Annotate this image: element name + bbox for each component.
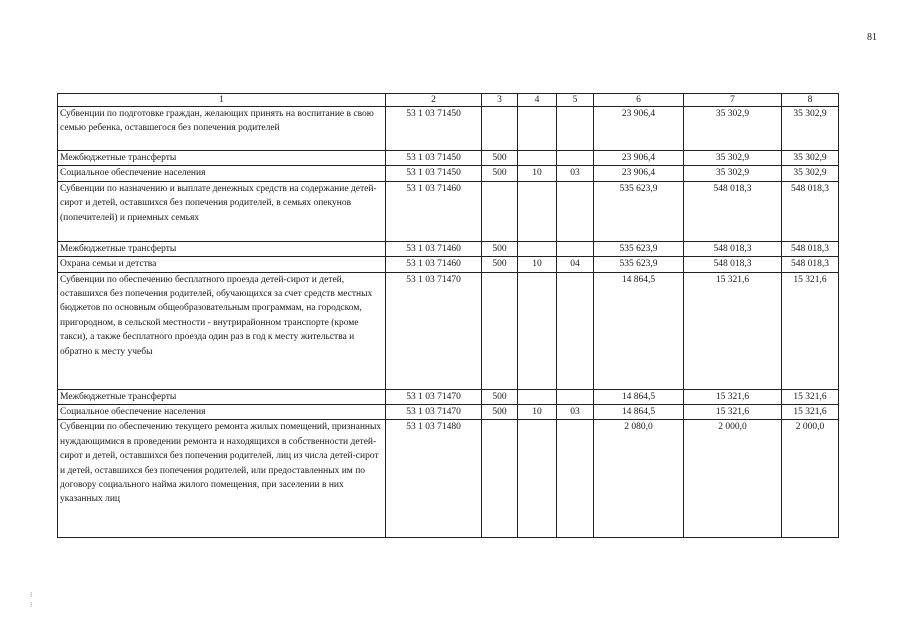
row-name: Социальное обеспечение населения: [58, 166, 386, 181]
row-value-6: 23 906,4: [594, 107, 684, 151]
row-vr: 500: [482, 151, 518, 166]
page-number: 81: [867, 32, 877, 43]
row-code: 53 1 03 71480: [386, 420, 482, 538]
table-row: [58, 181, 839, 241]
row-pr: 03: [557, 166, 594, 181]
row-name: Субвенции по назначению и выплате денежных средств на содержание детей-сирот и детей, оставшихся без попечения родителей, в семьях опекунов (попечителей) и приемных семьях: [58, 181, 386, 241]
row-code: 53 1 03 71460: [386, 241, 482, 256]
row-name: Межбюджетные трансферты: [58, 389, 386, 404]
row-rz: [518, 181, 557, 241]
header-cell: 5: [557, 94, 594, 107]
row-name: Социальное обеспечение населения: [58, 405, 386, 420]
header-cell: 4: [518, 94, 557, 107]
row-value-7: 2 000,0: [684, 420, 782, 538]
table-row: [58, 257, 839, 272]
row-rz: [518, 389, 557, 404]
header-cell: 6: [594, 94, 684, 107]
row-code: 53 1 03 71450: [386, 166, 482, 181]
row-code: 53 1 03 71470: [386, 405, 482, 420]
row-value-8: 548 018,3: [782, 241, 839, 256]
row-pr: [557, 151, 594, 166]
row-value-8: 15 321,6: [782, 405, 839, 420]
scan-margin-marks: [30, 590, 50, 610]
row-rz: 10: [518, 257, 557, 272]
table-row: [58, 420, 839, 538]
row-name: Субвенции по обеспечению текущего ремонта жилых помещений, признанных нуждающимися в проведении ремонта и находящихся в собственности детей-сирот и детей, оставшихся без попечения родителей, лиц из числа детей-сирот и детей, оставшихся без попечения родителей, или предоставленных им по договору социального найма жилого помещения, при заселении в них указанных лиц: [58, 420, 386, 538]
row-vr: [482, 420, 518, 538]
row-value-6: 14 864,5: [594, 405, 684, 420]
row-pr: [557, 241, 594, 256]
table-row: [58, 241, 839, 256]
row-vr: [482, 107, 518, 151]
scan-mark: ⁝: [30, 591, 33, 599]
row-pr: [557, 272, 594, 389]
row-vr: 500: [482, 389, 518, 404]
row-pr: [557, 181, 594, 241]
row-name: Субвенции по подготовке граждан, желающих принять на воспитание в свою семью ребенка, оставшегося без попечения родителей: [58, 107, 386, 151]
row-value-7: 15 321,6: [684, 272, 782, 389]
row-code: 53 1 03 71450: [386, 107, 482, 151]
row-name: Субвенции по обеспечению бесплатного проезда детей-сирот и детей, оставшихся без попечения родителей, обучающихся за счет средств местных бюджетов по основным общеобразовательным программам, на городском, пригородном, в сельской местности - внутрирайонном транспорте (кроме такси), а также бесплатного проезда один раз в год к месту жительства и обратно к месту учебы: [58, 272, 386, 389]
row-vr: 500: [482, 241, 518, 256]
row-pr: 03: [557, 405, 594, 420]
row-value-6: 535 623,9: [594, 257, 684, 272]
row-name: Межбюджетные трансферты: [58, 241, 386, 256]
row-name: Охрана семьи и детства: [58, 257, 386, 272]
row-pr: [557, 389, 594, 404]
row-code: 53 1 03 71450: [386, 151, 482, 166]
row-value-8: 35 302,9: [782, 166, 839, 181]
row-value-7: 15 321,6: [684, 389, 782, 404]
scan-mark: ⁝: [30, 601, 33, 609]
row-value-8: 548 018,3: [782, 257, 839, 272]
header-cell: 1: [58, 94, 386, 107]
table-row: [58, 272, 839, 389]
row-vr: 500: [482, 257, 518, 272]
row-value-6: 535 623,9: [594, 181, 684, 241]
row-value-6: 14 864,5: [594, 272, 684, 389]
row-value-8: 15 321,6: [782, 272, 839, 389]
row-value-7: 548 018,3: [684, 241, 782, 256]
row-rz: [518, 241, 557, 256]
row-value-6: 535 623,9: [594, 241, 684, 256]
row-rz: [518, 151, 557, 166]
row-code: 53 1 03 71470: [386, 272, 482, 389]
row-value-6: 23 906,4: [594, 166, 684, 181]
table-row: [58, 151, 839, 166]
row-value-6: 14 864,5: [594, 389, 684, 404]
row-pr: [557, 420, 594, 538]
row-code: 53 1 03 71460: [386, 257, 482, 272]
row-value-7: 15 321,6: [684, 405, 782, 420]
row-value-8: 35 302,9: [782, 151, 839, 166]
table-row: [58, 405, 839, 420]
header-cell: 8: [782, 94, 839, 107]
header-cell: 7: [684, 94, 782, 107]
row-value-7: 35 302,9: [684, 151, 782, 166]
row-value-7: 548 018,3: [684, 181, 782, 241]
row-value-6: 23 906,4: [594, 151, 684, 166]
row-vr: 500: [482, 405, 518, 420]
header-row: [58, 94, 839, 107]
row-vr: [482, 272, 518, 389]
row-value-7: 548 018,3: [684, 257, 782, 272]
row-value-8: 2 000,0: [782, 420, 839, 538]
row-value-6: 2 080,0: [594, 420, 684, 538]
row-pr: [557, 107, 594, 151]
budget-table: [57, 93, 839, 538]
table-row: [58, 107, 839, 151]
row-vr: 500: [482, 166, 518, 181]
row-vr: [482, 181, 518, 241]
row-value-8: 35 302,9: [782, 107, 839, 151]
row-value-8: 548 018,3: [782, 181, 839, 241]
row-value-7: 35 302,9: [684, 166, 782, 181]
table-row: [58, 166, 839, 181]
row-code: 53 1 03 71460: [386, 181, 482, 241]
header-cell: 2: [386, 94, 482, 107]
row-pr: 04: [557, 257, 594, 272]
row-rz: [518, 272, 557, 389]
row-name: Межбюджетные трансферты: [58, 151, 386, 166]
header-cell: 3: [482, 94, 518, 107]
row-rz: 10: [518, 405, 557, 420]
row-rz: [518, 107, 557, 151]
row-code: 53 1 03 71470: [386, 389, 482, 404]
row-value-7: 35 302,9: [684, 107, 782, 151]
row-rz: [518, 420, 557, 538]
table-row: [58, 389, 839, 404]
row-value-8: 15 321,6: [782, 389, 839, 404]
row-rz: 10: [518, 166, 557, 181]
